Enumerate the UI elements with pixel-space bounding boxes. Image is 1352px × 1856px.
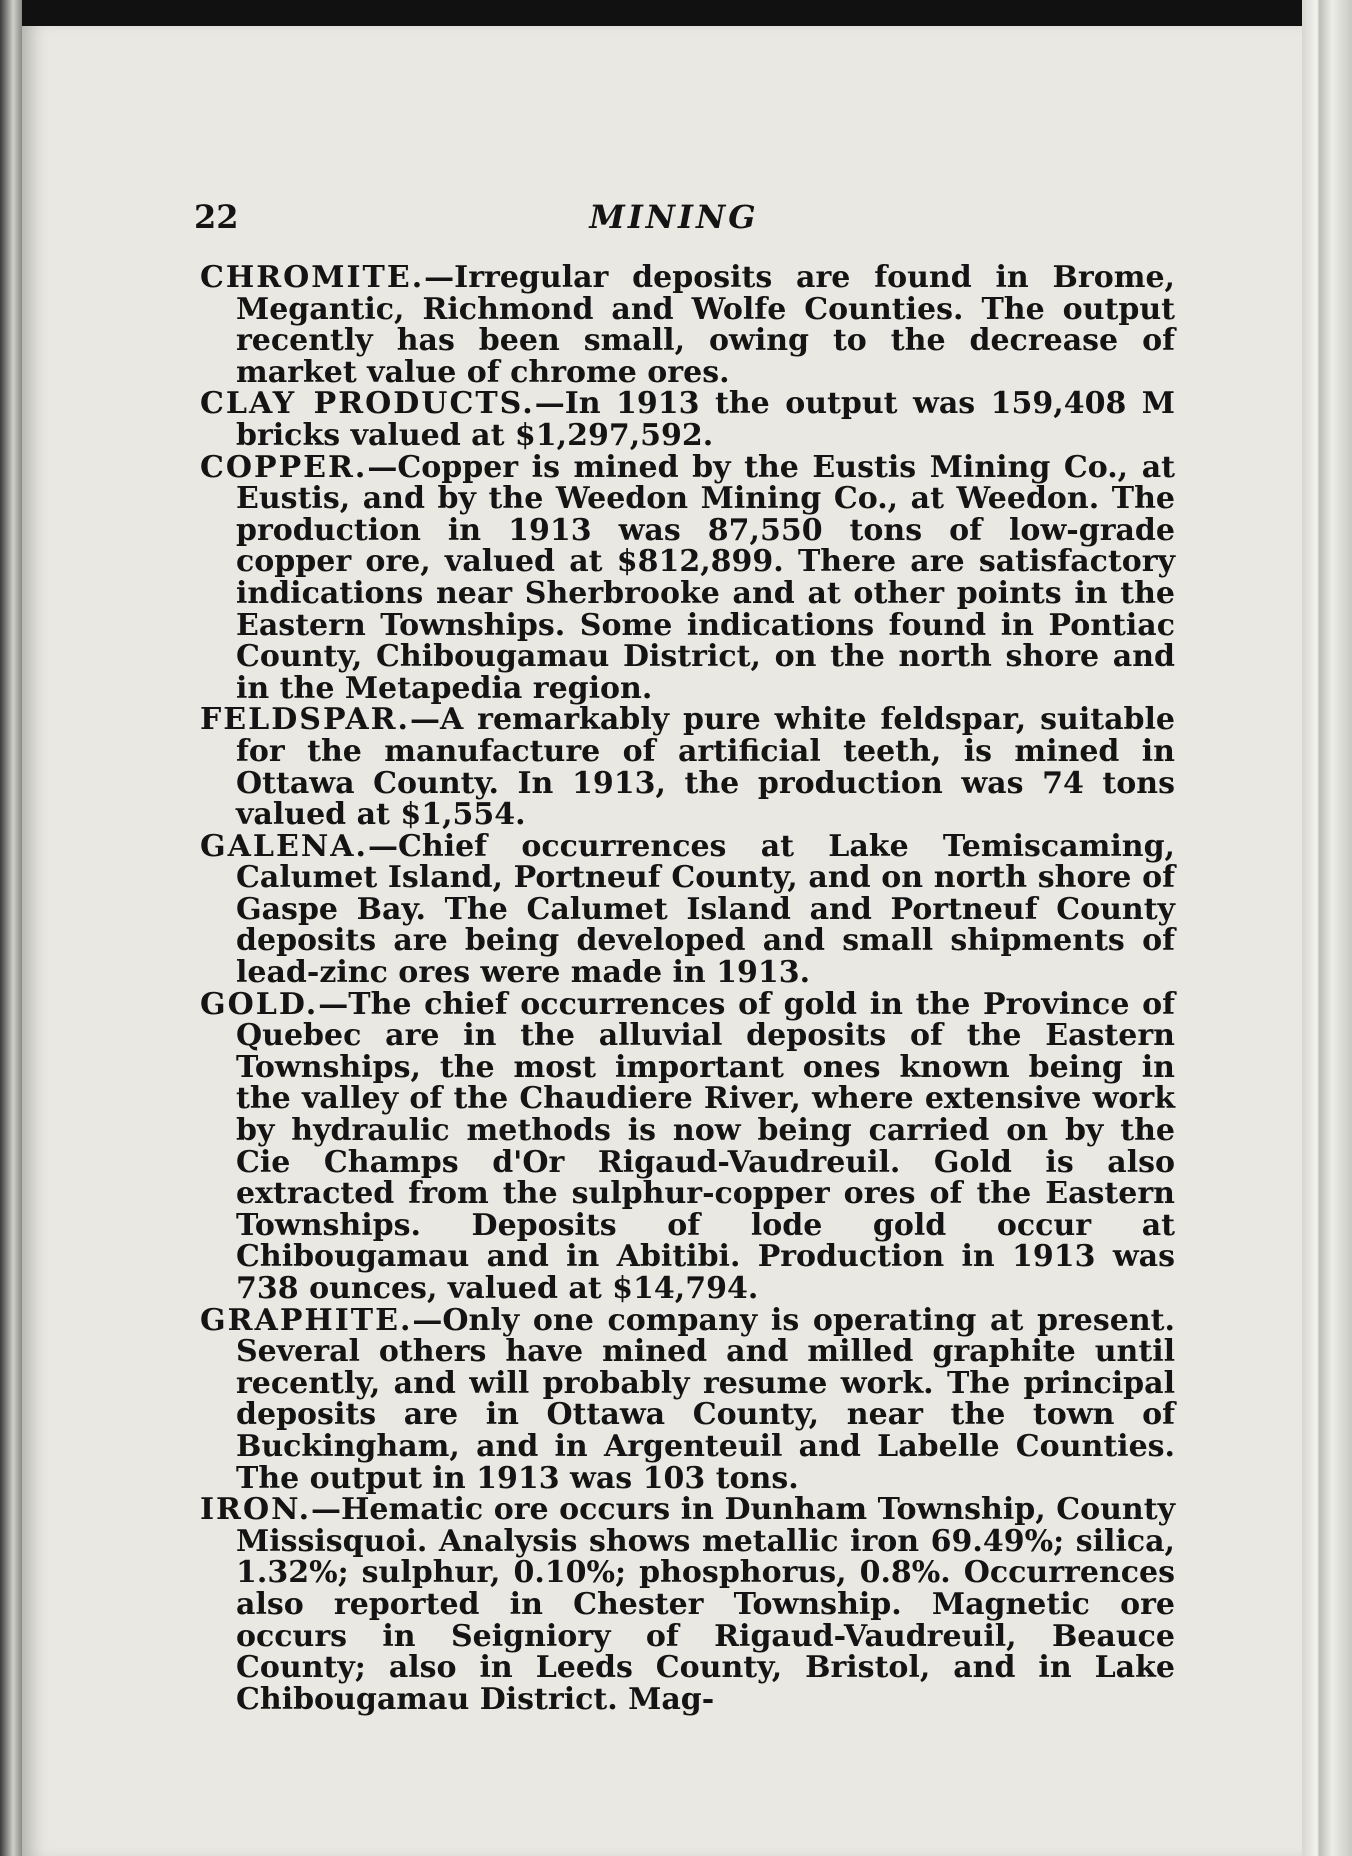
entry-term: CLAY PRODUCTS.	[200, 386, 535, 422]
entry-text: —A remarkably pure white feldspar, suitable for the manufacture of artificial teeth, is mined in Ottawa County. In 1913, the production was 74 tons valued at $1,554.	[236, 702, 1175, 833]
book-spine	[0, 0, 22, 1856]
entry-term: GOLD.	[200, 986, 319, 1022]
entry-term: IRON.	[200, 1492, 312, 1528]
page-header	[194, 198, 1154, 246]
entry-graphite	[200, 1302, 1175, 1496]
entry-text: —Only one company is operating at present. Several others have mined and milled graphite until recently, and will probably resume work. The principal deposits are in Ottawa County, near the town of Buckingham, and in Argenteuil and Labelle Counties. The output in 1913 was 103 tons.	[236, 1302, 1175, 1496]
entry-term: GRAPHITE.	[200, 1302, 413, 1338]
entry-text: —Hematic ore occurs in Dunham Township, County Missisquoi. Analysis shows metallic iron 69.49%; silica, 1.32%; sulphur, 0.10%; phosphorus, 0.8%. Occurrences also reported in Chester Township. Magnetic ore occurs in Seigniory of Rigaud-Vaudreuil, Beauce County; also in Leeds County, Bristol, and in Lake Chibougamau District. Mag-	[236, 1492, 1175, 1717]
entry-gold	[200, 986, 1175, 1306]
entry-term: CHROMITE.	[200, 260, 425, 295]
body-text	[200, 262, 1175, 1715]
entry-term: FELDSPAR.	[200, 702, 410, 738]
entry-term: COPPER.	[200, 449, 368, 485]
entry-feldspar	[200, 702, 1175, 833]
entry-galena	[200, 828, 1175, 991]
entry-term: GALENA.	[200, 828, 368, 864]
entry-clay-products	[200, 388, 1175, 451]
entry-chromite	[200, 262, 1175, 388]
entry-text: —Copper is mined by the Eustis Mining Co., at Eustis, and by the Weedon Mining Co., at Weedon. The production in 1913 was 87,550 tons of low-grade copper ore, valued at $812,899. There are satisfactory indications near Sherbrooke and at other points in the Eastern Townships. Some indications found in Pontiac County, Chibougamau District, on the north shore and in the Metapedia region.	[236, 449, 1175, 706]
entry-iron	[200, 1494, 1175, 1715]
entry-text: —Chief occurrences at Lake Temiscaming, Calumet Island, Portneuf County, and on north shore of Gaspe Bay. The Calumet Island and Portneuf County deposits are being developed and small shipments of lead-zinc ores were made in 1913.	[236, 828, 1175, 991]
page-edge	[1302, 0, 1352, 1856]
entry-text: —In 1913 the output was 159,408 M bricks valued at $1,297,592.	[236, 386, 1175, 453]
page-number: 22	[194, 198, 239, 236]
entry-text: —Irregular deposits are found in Brome, Megantic, Richmond and Wolfe Counties. The output recently has been small, owing to the decrease of market value of chrome ores.	[236, 260, 1175, 390]
running-head: MINING	[589, 198, 759, 236]
entry-text: —The chief occurrences of gold in the Province of Quebec are in the alluvial deposits of the Eastern Townships, the most important ones known being in the valley of the Chaudiere River, where extensive work by hydraulic methods is now being carried on by the Cie Champs d'Or Rigaud-Vaudreuil. Gold is also extracted from the sulphur-copper ores of the Eastern Townships. Deposits of lode gold occur at Chibougamau and in Abitibi. Production in 1913 was 738 ounces, valued at $14,794.	[236, 986, 1175, 1306]
entry-copper	[200, 449, 1175, 706]
